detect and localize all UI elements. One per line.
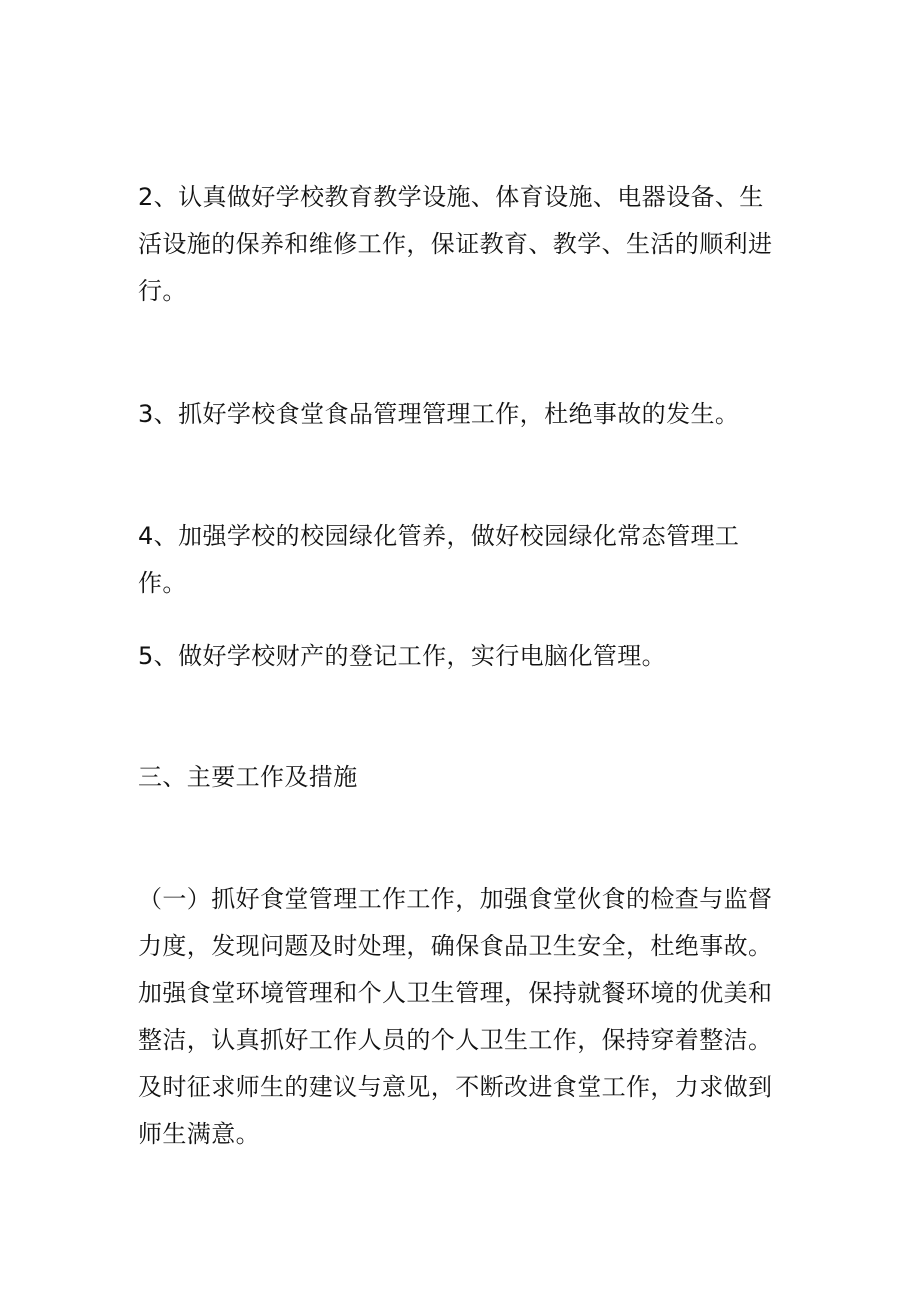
paragraph-item-3: 3、抓好学校食堂食品管理管理工作，杜绝事故的发生。 <box>138 400 740 428</box>
section-heading: 三、主要工作及措施 <box>138 763 358 791</box>
paragraph-item-5: 5、做好学校财产的登记工作，实行电脑化管理。 <box>138 642 667 670</box>
paragraph-item-2: 2、认真做好学校教育教学设施、体育设施、电器设备、生活设施的保养和维修工作，保证教育、教学、生活的顺利进行。 <box>138 183 773 305</box>
section-paragraph: （一）抓好食堂管理工作工作，加强食堂伙食的检查与监督力度，发现问题及时处理，确保食品卫生安全，杜绝事故。加强食堂环境管理和个人卫生管理，保持就餐环境的优美和整洁，认真抓好工作人员的个人卫生工作，保持穿着整洁。及时征求师生的建议与意见，不断改进食堂工作，力求做到师生满意。 <box>138 885 773 1148</box>
paragraph-item-4: 4、加强学校的校园绿化管养，做好校园绿化常态管理工作。 <box>138 522 740 597</box>
